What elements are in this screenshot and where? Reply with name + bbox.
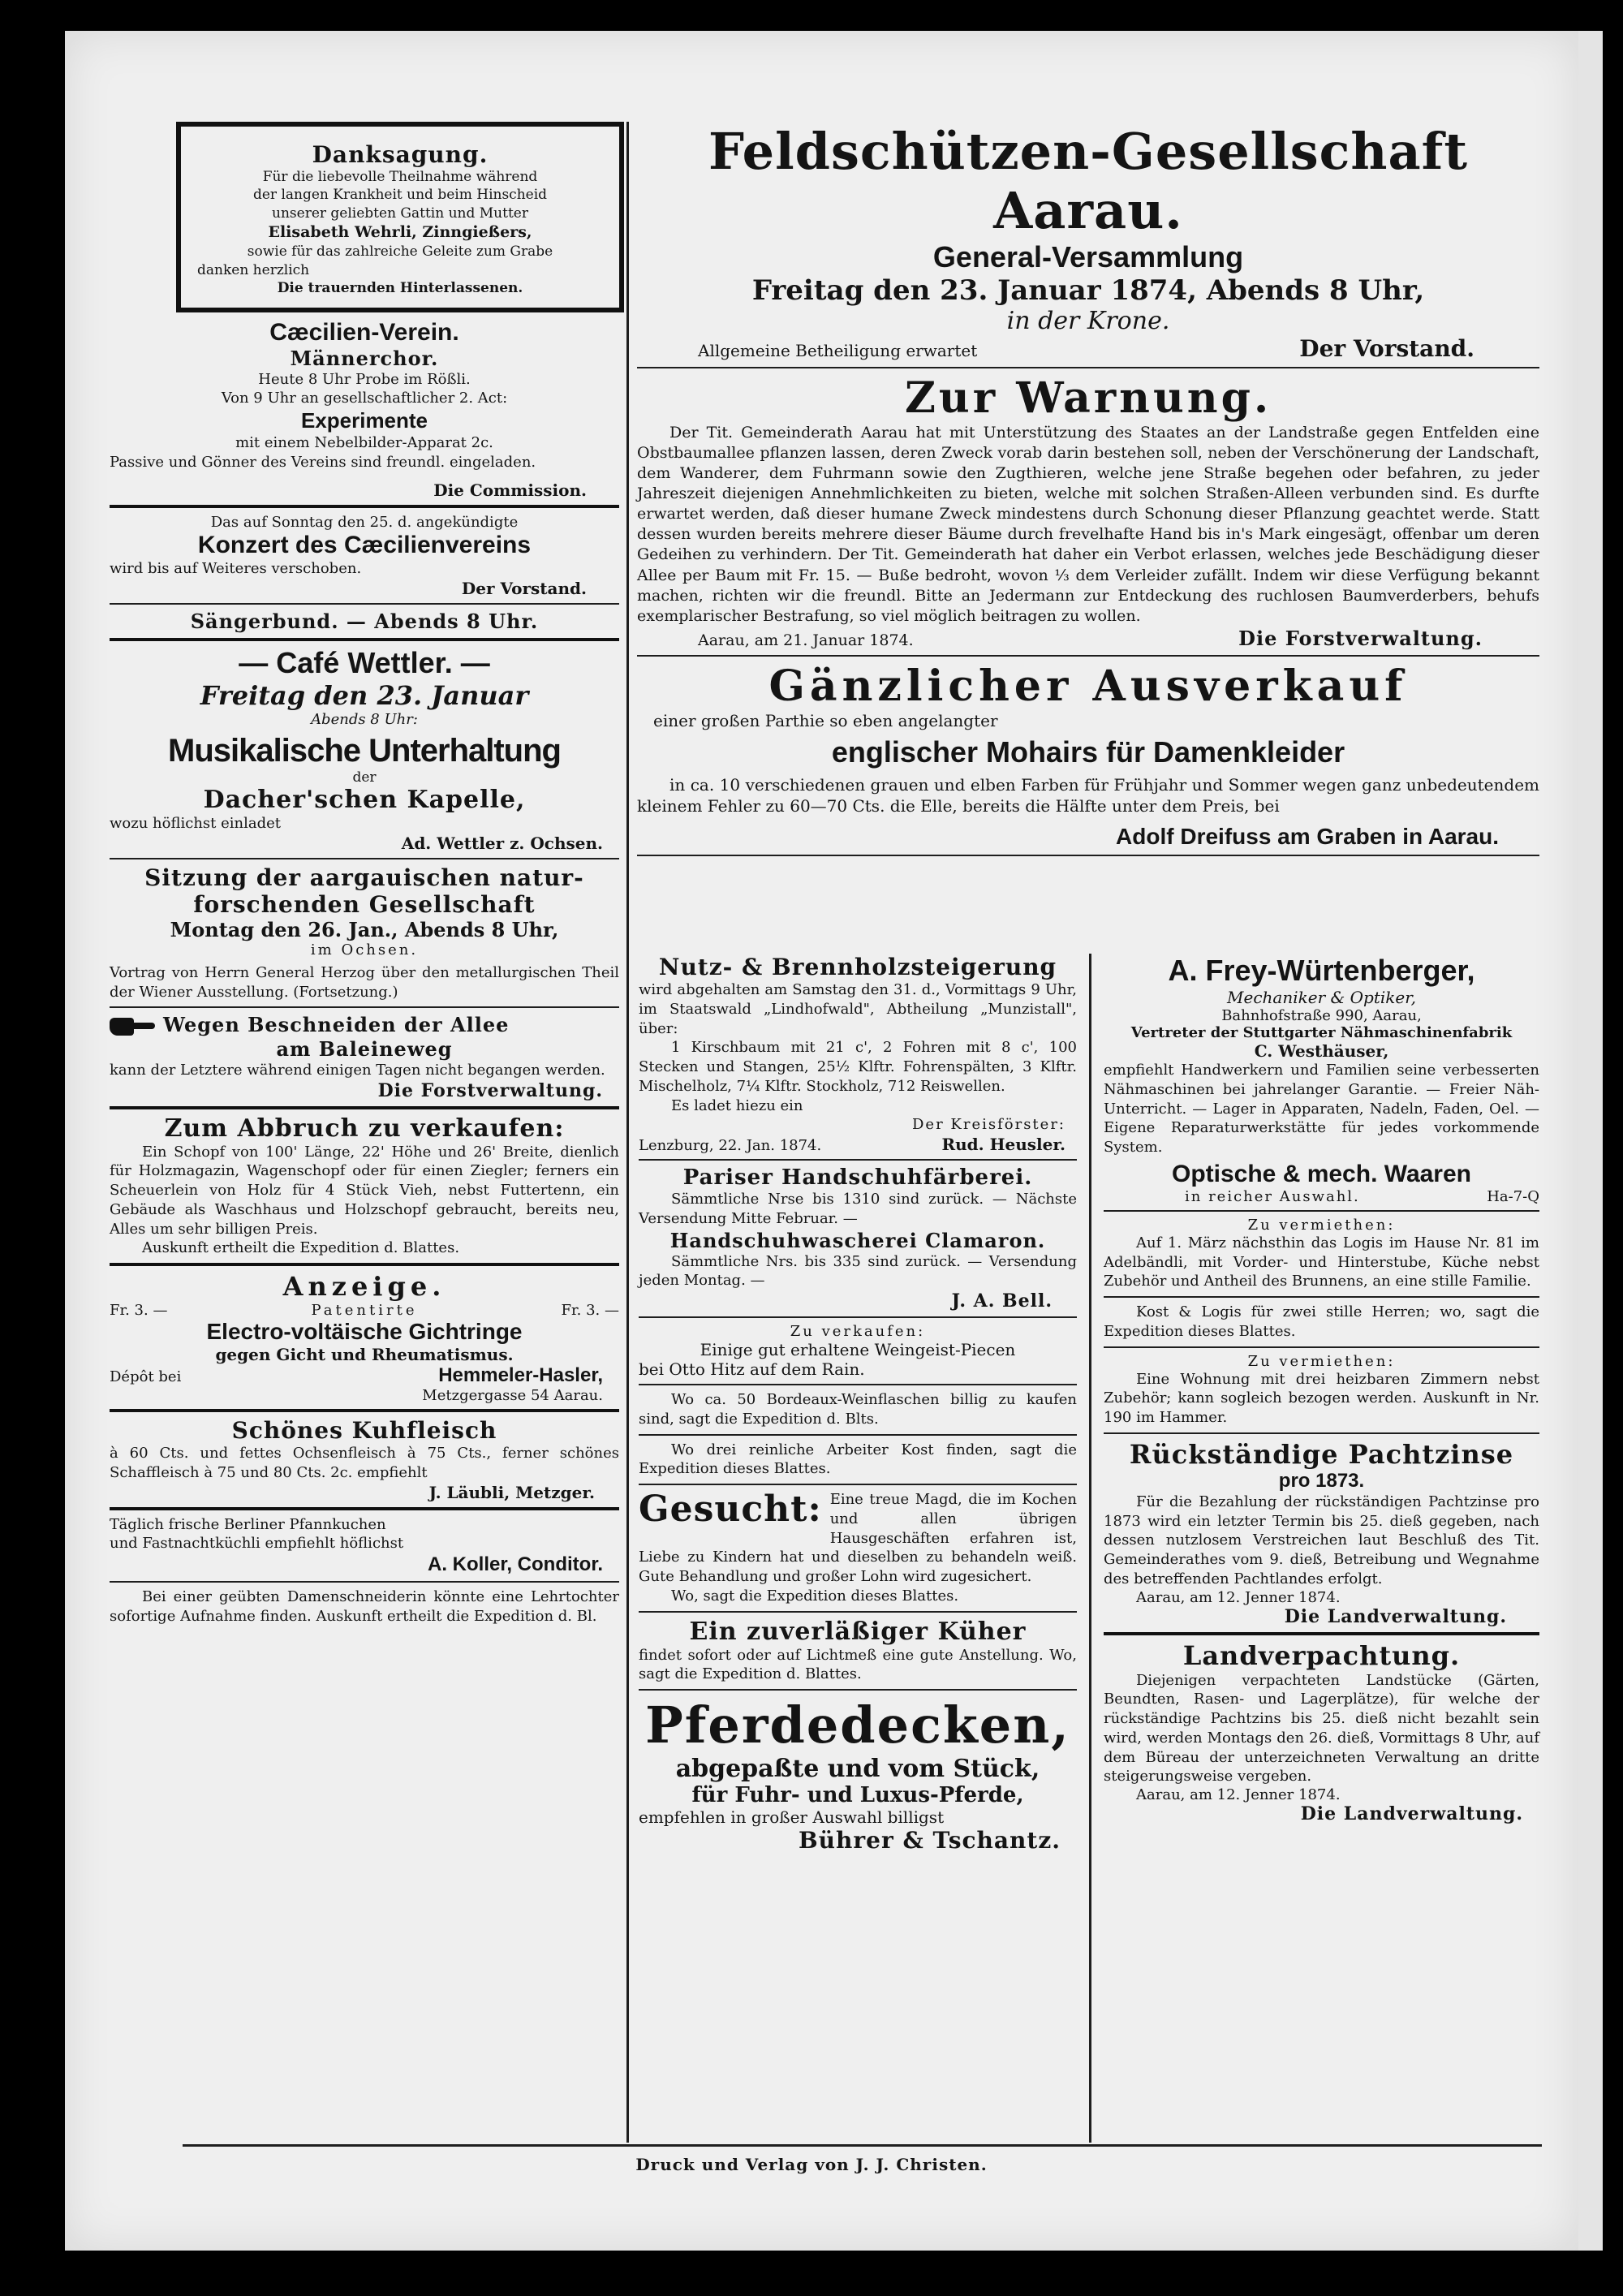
anzeige-product: Electro-voltäische Gichtringe	[206, 1319, 523, 1345]
middle-column	[639, 954, 1077, 1854]
kueher-title: Ein zuverläßiger Küher	[689, 1617, 1027, 1646]
ausverkauf-title: Gänzlicher Ausverkauf	[768, 661, 1408, 711]
frey-address: Bahnhofstraße 990, Aarau,	[1221, 1007, 1422, 1024]
wohnung-head: Zu vermiethen:	[1247, 1352, 1396, 1370]
wohnung-notice	[1104, 1353, 1539, 1428]
frey-code: Ha-7-Q	[1487, 1187, 1539, 1205]
frey-line: C. Westhäuser,	[1254, 1041, 1389, 1061]
column-rule-left	[626, 122, 629, 2143]
cafe-der: der	[352, 769, 377, 786]
kueher-body: findet sofort oder auf Lichtmeß eine gute Anstellung. Wo, sagt die Expedition d. Blattes.	[639, 1646, 1077, 1683]
masthead-place: in der Krone.	[1006, 307, 1170, 335]
kuhfleisch-notice	[110, 1417, 619, 1502]
masthead-footer-left: Allgemeine Betheiligung erwartet	[698, 341, 978, 360]
nutzholz-items: 1 Kirschbaum mit 21 c', 2 Fohren mit 8 c', 100 Stecken und Stangen, 25½ Klftr. Fohrenspälten, 3 Klftr. Mischelholz, 7¼ Klftr. Stockholz, 712 Reiswellen.	[639, 1039, 1077, 1095]
piecen-notice	[639, 1323, 1077, 1379]
nutzholz-role: Der Kreisförster:	[911, 1116, 1065, 1134]
gesucht-row	[639, 1490, 1077, 1587]
warnung-notice	[637, 373, 1539, 650]
frey-title: A. Frey-Würtenberger,	[1168, 954, 1475, 987]
frey-subtitle: Mechaniker & Optiker,	[1227, 988, 1416, 1007]
nutzholz-footer-row	[639, 1135, 1077, 1154]
right-top-area	[637, 122, 1539, 861]
anzeige-notice	[110, 1271, 619, 1404]
pariser-notice	[639, 1165, 1077, 1312]
koller-signature: A. Koller, Conditor.	[427, 1553, 603, 1576]
allee-title-row	[110, 1013, 619, 1037]
pacht-place: Aarau, am 12. Jenner 1874.	[1136, 1588, 1341, 1606]
left-column	[110, 122, 619, 1626]
nutzholz-body: wird abgehalten am Samstag den 31. d., Vormittags 9 Uhr, im Staatswald „Lindhofwald", Abtheilung „Munzistall", über:	[639, 981, 1077, 1037]
sitzung-date: Montag den 26. Jan., Abends 8 Uhr,	[170, 917, 559, 941]
konzert-signature: Der Vorstand.	[461, 579, 587, 599]
koller-line: und Fastnachtküchli empfiehlt höflichst	[110, 1535, 404, 1553]
frey-line: in reicher Auswahl.	[1185, 1187, 1360, 1205]
konzert-line: Das auf Sonntag den 25. d. angekündigte	[210, 513, 519, 531]
pferdedecken-notice	[639, 1695, 1077, 1854]
ausverkauf-line: einer großen Parthie so eben angelangter	[653, 710, 998, 730]
ausverkauf-signature: Adolf Dreifuss am Graben in Aarau.	[1116, 823, 1499, 849]
pacht-subtitle: pro 1873.	[1278, 1469, 1365, 1492]
ausverkauf-main: englischer Mohairs für Damenkleider	[831, 734, 1345, 769]
allee-title: Wegen Beschneiden der Allee	[163, 1013, 510, 1037]
anzeige-price-row	[110, 1302, 619, 1319]
konzert-notice	[110, 513, 619, 599]
pferde-title: Pferdedecken,	[645, 1695, 1070, 1755]
landverp-body: Diejenigen verpachteten Landstücke (Gärten, Beundten, Rasen- und Lagerplätze), für welche der rückständige Pachtzins bis 25. dieß nicht bezahlt sein wird, werden Montags den 26. dieß, Vormittags 8 Uhr, auf dem Büreau der unterzeichneten Verwaltung an dritte steigerungsweise vergeben.	[1104, 1671, 1539, 1786]
printer-imprint: Druck und Verlag von J. J. Christen.	[635, 2155, 988, 2174]
kuhfleisch-body: à 60 Cts. und fettes Ochsenfleisch à 75 Cts., ferner schönes Schaffleisch à 75 und 80 Cts. 2c. empfiehlt	[110, 1445, 619, 1481]
caecilien-signature: Die Commission.	[433, 480, 587, 500]
cafe-main: Musikalische Unterhaltung	[168, 733, 561, 769]
pacht-notice	[1104, 1439, 1539, 1627]
warnung-footer-row	[637, 627, 1539, 650]
frey-line: Vertreter der Stuttgarter Nähmaschinenfabrik	[1130, 1024, 1513, 1041]
allee-title: am Baleineweg	[276, 1036, 453, 1061]
nutzholz-place: Lenzburg, 22. Jan. 1874.	[639, 1137, 822, 1154]
pacht-signature: Die Landverwaltung.	[1284, 1605, 1507, 1627]
warnung-title: Zur Warnung.	[904, 373, 1272, 423]
pariser-title: Pariser Handschuhfärberei.	[682, 1165, 1033, 1190]
cafe-line: wozu höflichst einladet	[110, 815, 281, 833]
nutzholz-notice	[639, 954, 1077, 1154]
anzeige-seller: Hemmeler-Hasler,	[438, 1364, 603, 1387]
ausverkauf-body: in ca. 10 verschiedenen grauen und elben Farben für Frühjahr und Sommer wegen ganz unbedeutendem kleinem Fehler zu 60—70 Cts. die Elle, bereits die Hälfte unter dem Preis, bei	[637, 774, 1539, 816]
cafe-signature: Ad. Wettler z. Ochsen.	[401, 833, 603, 853]
masthead-subtitle: General-Versammlung	[932, 240, 1244, 274]
pariser-body: Sämmtliche Nrse bis 1310 sind zurück. — Nächste Versendung Mitte Februar. —	[639, 1191, 1077, 1227]
pferde-line: für Fuhr- und Luxus-Pferde,	[691, 1783, 1024, 1807]
logis-notice	[1104, 1217, 1539, 1291]
nutzholz-signature: Rud. Heusler.	[941, 1135, 1065, 1154]
cafe-date: Freitag den 23. Januar	[200, 680, 529, 712]
cafe-time: Abends 8 Uhr:	[311, 711, 418, 729]
anzeige-depot-row	[110, 1364, 619, 1387]
masthead-date: Freitag den 23. Januar 1874, Abends 8 Uhr,	[751, 274, 1425, 307]
pferde-line: abgepaßte und vom Stück,	[675, 1755, 1040, 1783]
piecen-line: Einige gut erhaltene Weingeist-Piecen	[700, 1340, 1016, 1359]
frey-footer-row	[1104, 1188, 1539, 1205]
arbeiter-notice: Wo drei reinliche Arbeiter Kost finden, sagt die Expedition dieses Blattes.	[639, 1441, 1077, 1478]
piecen-head: Zu verkaufen:	[790, 1323, 926, 1340]
abbruch-body: Ein Schopf von 100' Länge, 22' Höhe und 26' Breite, dienlich für Holzmagazin, Wagenschopf oder für einen Ziegler; ferners ein Scheuerlein von Holz für 4 Stück Vieh, nebst Futtertenn, ein Gebäude als Waschhaus und Holzschopf gebraucht, bereits neu, Alles um sehr billigen Preis.	[110, 1143, 619, 1238]
caecilien-line: Heute 8 Uhr Probe im Rößli.	[258, 370, 471, 388]
allee-notice	[110, 1013, 619, 1101]
gesucht-body: Eine treue Magd, die im Kochen und allen übrigen Hausgeschäften erfahren ist, Liebe zu Kindern hat und dieselben zu behandeln weiß. Gute Behandlung und großer Lohn wird zugesichert.	[639, 1491, 1077, 1585]
masthead-footer-right: Der Vorstand.	[1299, 335, 1474, 362]
caecilien-line: Von 9 Uhr an gesellschaftlicher 2. Act:	[221, 390, 508, 407]
pacht-body: Für die Bezahlung der rückständigen Pachtzinse pro 1873 wird ein letzter Termin bis 25. dieß gegeben, nach dessen nutzlosem Verstreichen laut Beschluß des Tit. Gemeinderathes vom 9. dieß, Betreibung und Wegnahme des betreffenden Pachtlandes erfolgt.	[1104, 1493, 1539, 1587]
pariser-signature: J. A. Bell.	[951, 1290, 1053, 1312]
caecilien-subtitle: Männerchor.	[290, 346, 439, 370]
allee-signature: Die Forstverwaltung.	[377, 1079, 603, 1101]
cafe-title: — Café Wettler. —	[239, 646, 490, 680]
gesucht-title: Gesucht:	[639, 1488, 822, 1530]
cafe-wettler-notice	[110, 646, 619, 853]
danksagung-title: Danksagung.	[312, 141, 489, 168]
konzert-line: wird bis auf Weiteres verschoben.	[110, 560, 362, 578]
gesucht-line: Wo, sagt die Expedition dieses Blattes.	[671, 1587, 959, 1605]
masthead-title: Feldschützen-Gesellschaft Aarau.	[708, 122, 1468, 240]
caecilien-experimente: Experimente	[300, 408, 428, 433]
cafe-kapelle: Dacher'schen Kapelle,	[203, 786, 526, 815]
pariser-body2: Sämmtliche Nrs. bis 335 sind zurück. — Versendung jeden Montag. —	[639, 1252, 1077, 1290]
caecilien-notice	[110, 319, 619, 500]
gesucht-notice	[639, 1490, 1077, 1606]
landverp-title: Landverpachtung.	[1182, 1639, 1461, 1671]
landverpachtung-notice	[1104, 1640, 1539, 1825]
warnung-place: Aarau, am 21. Januar 1874.	[698, 631, 914, 649]
landverp-place: Aarau, am 12. Jenner 1874.	[1136, 1786, 1341, 1803]
sitzung-title: Sitzung der aargauischen natur-	[144, 864, 584, 891]
abbruch-notice	[110, 1114, 619, 1259]
pariser-title2: Handschuhwascherei Clamaron.	[669, 1228, 1046, 1252]
bordeaux-notice: Wo ca. 50 Bordeaux-Weinflaschen billig zu kaufen sind, sagt die Expedition d. Blts.	[639, 1391, 1077, 1428]
page-edge	[1578, 31, 1603, 2251]
frey-body: empfiehlt Handwerkern und Familien seine verbesserten Nähmaschinen bei jahrelanger Garantie. — Freier Näh-Unterricht. — Lager in Apparaten, Nadeln, Faden, Oel. — Eigene Reparaturwerkstätte für jedes vorkommende System.	[1104, 1062, 1539, 1156]
warnung-signature: Die Forstverwaltung.	[1238, 626, 1483, 650]
sitzung-notice	[110, 864, 619, 1002]
piecen-line: bei Otto Hitz auf dem Rain.	[639, 1359, 865, 1379]
masthead-footer-row	[637, 335, 1539, 362]
danksagung-line: Elisabeth Wehrli, Zinngießers,	[268, 223, 532, 242]
konzert-title: Konzert des Cæcilienvereins	[197, 532, 532, 559]
anzeige-price: Fr. 3. —	[110, 1302, 168, 1320]
caecilien-line: mit einem Nebelbilder-Apparat 2c.	[235, 434, 493, 452]
frey-title2: Optische & mech. Waaren	[1172, 1160, 1471, 1187]
anzeige-depot: Dépôt bei	[110, 1368, 182, 1386]
danksagung-signature: Die trauernden Hinterlassenen.	[277, 280, 523, 297]
kost-notice: Kost & Logis für zwei stille Herren; wo, sagt die Expedition dieses Blattes.	[1104, 1303, 1539, 1340]
koller-line: Täglich frische Berliner Pfannkuchen	[110, 1515, 386, 1533]
pferde-line: empfehlen in großer Auswahl billigst	[639, 1807, 945, 1827]
saengerbund-notice: Sängerbund. — Abends 8 Uhr.	[190, 610, 539, 634]
danksagung-line: danken herzlich	[197, 261, 310, 278]
danksagung-line: sowie für das zahlreiche Geleite zum Grabe	[247, 243, 553, 261]
koller-notice	[110, 1515, 619, 1577]
kueher-notice	[639, 1618, 1077, 1685]
danksagung-line: der langen Krankheit und beim Hinscheid	[252, 187, 548, 204]
danksagung-line: Für die liebevolle Theilnahme während	[262, 169, 538, 185]
sitzung-title: forschenden Gesellschaft	[193, 890, 536, 918]
anzeige-sub: gegen Gicht und Rheumatismus.	[215, 1345, 514, 1365]
anzeige-address: Metzgergasse 54 Aarau.	[422, 1387, 603, 1405]
anzeige-price: Fr. 3. —	[561, 1302, 619, 1320]
kuhfleisch-signature: J. Läubli, Metzger.	[428, 1482, 595, 1502]
nutzholz-title: Nutz- & Brennholzsteigerung	[658, 954, 1057, 980]
pointing-hand-icon	[110, 1016, 155, 1037]
ausverkauf-notice	[637, 661, 1539, 850]
sitzung-place: im Ochsen.	[310, 941, 419, 958]
landverp-signature: Die Landverwaltung.	[1300, 1803, 1523, 1824]
nutzholz-line: Es ladet hiezu ein	[671, 1096, 803, 1114]
allee-body: kann der Letztere während einigen Tagen nicht begangen werden.	[110, 1061, 605, 1079]
bottom-rule	[183, 2144, 1542, 2147]
kuhfleisch-title: Schönes Kuhfleisch	[231, 1417, 497, 1445]
schneiderin-notice: Bei einer geübten Damenschneiderin könnte eine Lehrtochter sofortige Aufnahme finden. Auskunft ertheilt die Expedition d. Bl.	[110, 1588, 619, 1625]
right-column	[1104, 954, 1539, 1824]
wohnung-body: Eine Wohnung mit drei heizbaren Zimmern nebst Zubehör; kann sogleich bezogen werden. Auskunft in Nr. 190 im Hammer.	[1104, 1370, 1539, 1426]
danksagung-notice	[176, 122, 624, 312]
caecilien-title: Cæcilien-Verein.	[269, 318, 459, 346]
anzeige-title: Anzeige.	[282, 1271, 446, 1303]
sitzung-body: Vortrag von Herrn General Herzog über den metallurgischen Theil der Wiener Ausstellung. (Fortsetzung.)	[110, 963, 619, 1001]
danksagung-line: unserer geliebten Gattin und Mutter	[272, 205, 528, 222]
caecilien-line: Passive und Gönner des Vereins sind freundl. eingeladen.	[110, 453, 536, 471]
frey-notice	[1104, 954, 1539, 1205]
abbruch-title: Zum Abbruch zu verkaufen:	[164, 1114, 565, 1143]
abbruch-line: Auskunft ertheilt die Expedition d. Blattes.	[142, 1239, 460, 1257]
column-rule-middle	[1089, 954, 1091, 2143]
pacht-title: Rückständige Pachtzinse	[1129, 1438, 1514, 1470]
warnung-body: Der Tit. Gemeinderath Aarau hat mit Unterstützung des Staates an der Landstraße gegen Entfelden eine Obstbaumallee pflanzen lassen, deren Zweck vorab darin bestehen soll, neben der Verschönerung der Landschaft, dem Wanderer, dem Fuhrmann sowie den Zugthieren, welche jene Straße begehen oder befahren, zu jeder Jahreszeit diejenigen Annehmlichkeiten zu bieten, welche mit solchen Straßen-Alleen verbunden sind. Es durfte erwartet werden, daß dieser humane Zweck mindestens durch Schonung dieser Pflanzung geachtet werde. Statt dessen wurden bereits mehrere dieser Bäume durch frevelhafte Hand bis in's Mark eingesägt, offenbar um deren Gedeihen zu verhindern. Der Tit. Gemeinderath hat daher ein Verbot erlassen, welches jede Beschädigung dieser Allee per Baum mit Fr. 15. — Buße bedroht, wovon ⅓ dem Verleider zufällt. Indem wir diese Verfügung bekannt machen, richten wir die freundl. Bitte an Jedermann zur Entdeckung des ruchlosen Baumverderbers, behufs exemplarischer Bestrafung, so viel möglich beitragen zu wollen.	[637, 424, 1539, 625]
anzeige-patent: Patentirte	[311, 1302, 418, 1320]
logis-body: Auf 1. März nächsthin das Logis im Hause Nr. 81 im Adelbändli, mit Vorder- und Hinterstube, Küche nebst Zubehör und Antheil des Brunnens, an eine stille Familie.	[1104, 1234, 1539, 1290]
logis-head: Zu vermiethen:	[1247, 1216, 1396, 1234]
pferde-signature: Bührer & Tschantz.	[799, 1827, 1061, 1854]
